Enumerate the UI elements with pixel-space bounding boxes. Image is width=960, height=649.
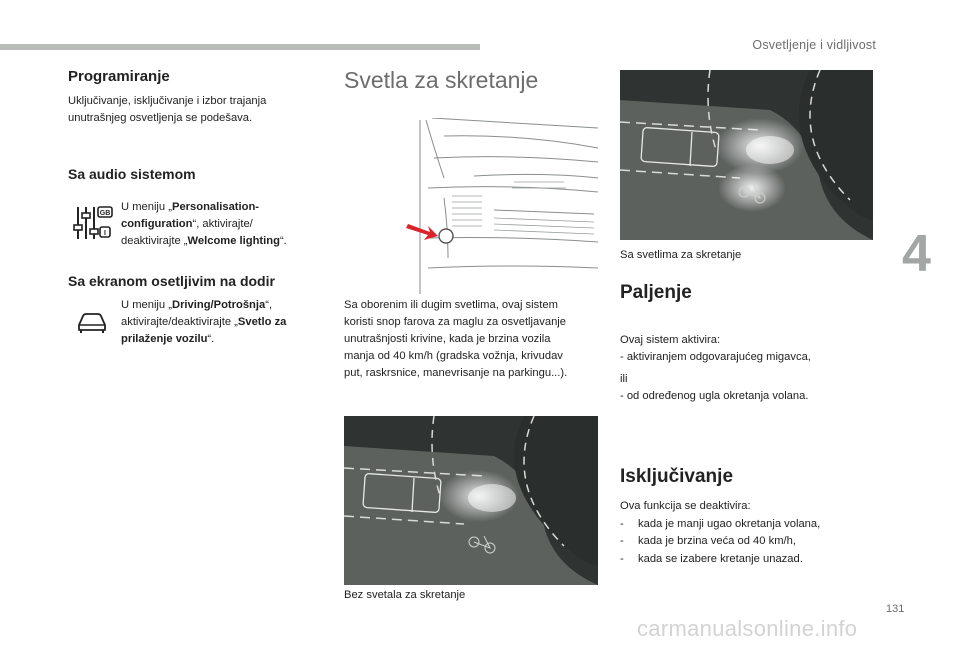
figure-with-cornering-lights [620,70,873,240]
iskljucivanje-heading: Isključivanje [620,466,734,487]
programiranje-line-2: unutrašnjeg osvetljenja se podešava. [68,112,253,124]
touch-option-1: Svetlo za [237,316,287,328]
audio-heading: Sa audio sistemom [68,166,196,182]
iskljucivanje-text [620,498,860,568]
caption-without: Bez svetala za skretanje [344,589,466,601]
car-icon [76,312,108,334]
audio-instructions [121,199,321,250]
bullet-dash: - [620,552,624,565]
iskljucivanje-item [620,516,860,534]
figure-without-cornering-lights [344,416,598,585]
audio-menu-name-1: Personalisation- [171,201,260,213]
svg-text:I: I [104,230,106,237]
programiranje-heading: Programiranje [68,68,170,85]
audio-welcome-lighting: Welcome lighting [187,235,280,247]
audio-settings-icon [72,201,114,243]
audio-line3-pre: deaktivirajte „ [121,235,188,247]
paljenje-heading: Paljenje [620,282,692,303]
bullet-dash: - [620,535,624,547]
caption-with: Sa svetlima za skretanje [620,249,742,261]
paljenje-alt [620,371,860,405]
iskljucivanje-item-1: kada je manji ugao okretanja volana, [638,517,821,530]
iskljucivanje-item-3: kada se izabere kretanje unazad. [638,552,803,565]
paljenje-item-2: - od određenog ugla okretanja volana. [620,390,809,402]
fog-lamp [439,229,453,243]
iskljucivanje-item [620,533,860,551]
programiranje-text [68,93,266,127]
touch-line3-post: “. [207,333,215,345]
touch-line1-post: “, [265,299,273,311]
cornering-lights-title: Svetla za skretanje [344,67,539,93]
iskljucivanje-item [620,551,860,569]
touch-option-2: prilaženje vozilu [121,333,208,345]
iskljucivanje-intro: Ova funkcija se deaktivira: [620,500,751,512]
paljenje-item-1: - aktiviranjem odgovarajućeg migavca, [620,351,811,363]
page-number: 131 [886,603,905,615]
cornering-description [344,297,594,382]
front-bumper-illustration [404,118,598,294]
desc-line-2: koristi snop farova za maglu za osvetljavanje [344,316,566,328]
svg-text:GB: GB [99,210,111,217]
programiranje-line-1: Uključivanje, isključivanje i izbor trajanja [68,95,267,107]
paljenje-text [620,332,860,366]
desc-line-1: Sa oborenim ili dugim svetlima, ovaj sistem [344,299,558,311]
section-header-title: Osvetljenje i vidljivost [752,38,876,52]
paljenje-intro: Ovaj sistem aktivira: [620,334,721,346]
audio-menu-name-2: configuration [121,218,193,230]
touch-menu-name: Driving/Potrošnja [171,299,266,311]
touch-instructions [121,297,331,348]
paljenje-or: ili [620,373,628,385]
bullet-dash: - [620,517,624,530]
header-rule [0,44,480,50]
watermark-text: carmanualsonline.info [637,616,858,641]
touch-line2-pre: aktivirajte/deaktivirajte „ [121,316,238,328]
touch-heading: Sa ekranom osetljivim na dodir [68,273,275,289]
touch-line1-pre: U meniju „ [121,299,172,311]
audio-line2-post: “, aktivirajte/ [192,218,253,230]
desc-line-3: unutrašnjosti krivine, kada je brzina vozila [344,333,551,345]
chapter-number: 4 [902,225,931,283]
desc-line-5: put, raskrsnice, manevrisanje na parkingu...). [344,367,568,379]
audio-line3-post: “. [279,235,287,247]
audio-line1-pre: U meniju „ [121,201,172,213]
iskljucivanje-item-2: kada je brzina veća od 40 km/h, [638,535,796,547]
desc-line-4: manja od 40 km/h (gradska vožnja, krivudav [344,350,563,362]
